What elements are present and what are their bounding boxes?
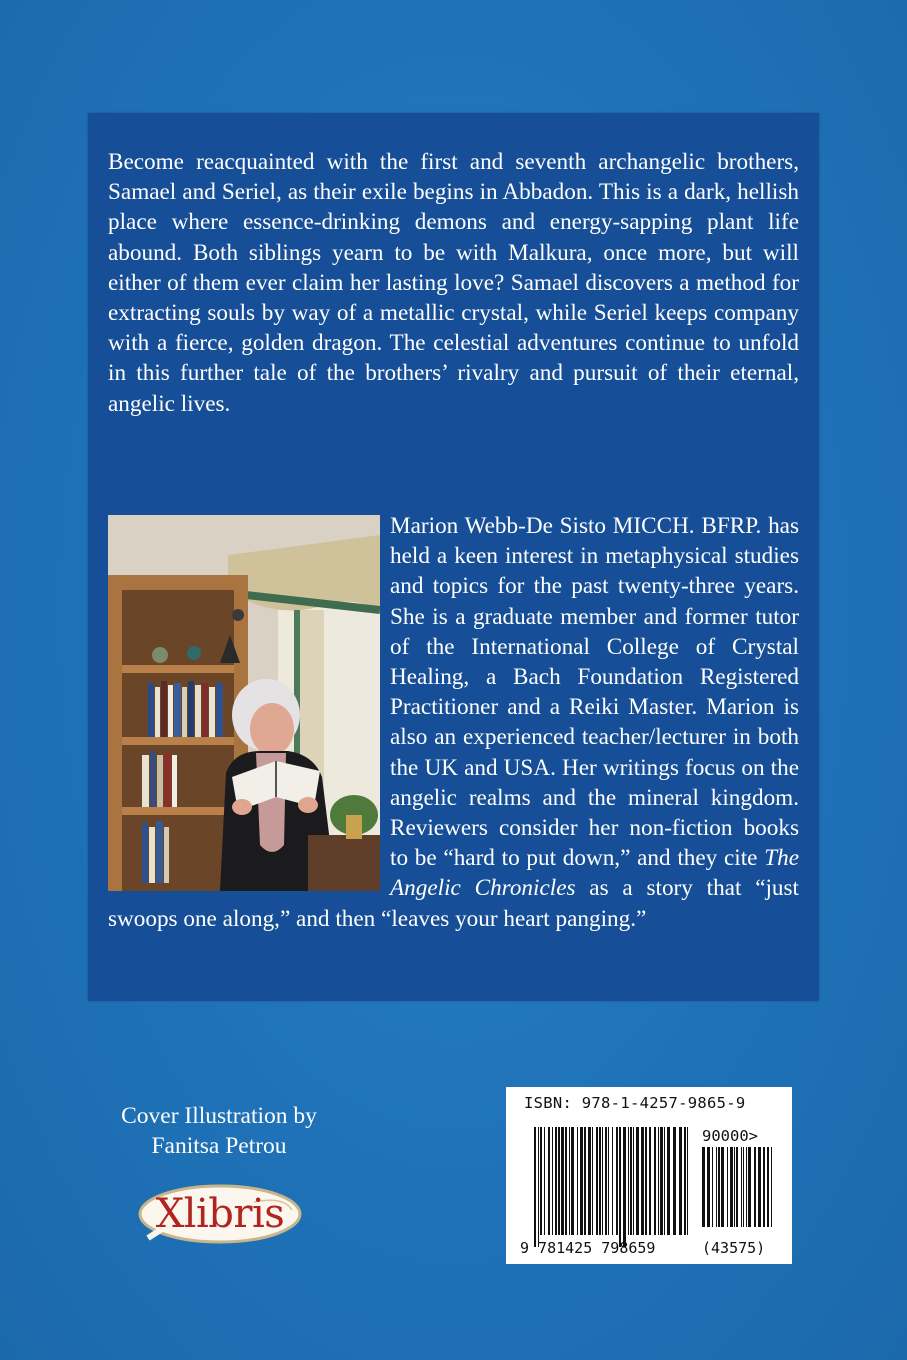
author-bio (108, 511, 799, 934)
barcode-addon-number: (43575) (702, 1239, 766, 1257)
publisher-logo-text: Xlibris (155, 1191, 285, 1237)
cover-credit (100, 1101, 338, 1161)
book-blurb: Become reacquainted with the first and seventh archangelic brothers, Samael and Seriel, as their exile begins in Abbadon. This is a dark, hellish place where essence-drinking demons and energy-sapping plant life abound. Both siblings yearn to be with Malkura, once more, but will either of them ever claim her lasting love? Samael discovers a method for extracting souls by way of a metallic crystal, while Seriel keeps company with a fierce, golden dragon. The celestial adventures continue to unfold in this further tale of the brothers’ rivalry and pursuit of their eternal, angelic lives. (108, 149, 799, 417)
credit-line-1: Cover Illustration by (121, 1103, 317, 1129)
bio-text-after-title: as a story that “just swoops one along,” and then “leaves your heart panging.” (108, 875, 799, 932)
isbn-barcode (506, 1087, 792, 1264)
credit-line-2: Fanitsa Petrou (151, 1133, 287, 1159)
text-panel (88, 113, 819, 1001)
price-code: 90000> (702, 1127, 758, 1145)
isbn-label: ISBN: 978-1-4257-9865-9 (524, 1094, 746, 1112)
barcode-addon-bars (702, 1147, 772, 1239)
barcode-number: 9 781425 798659 (520, 1239, 656, 1257)
publisher-logo (134, 1182, 306, 1248)
book-title-reference: The Angelic Chronicles (390, 845, 799, 902)
barcode-main-bars (534, 1127, 689, 1247)
bio-text-before-title: Marion Webb-De Sisto MICCH. BFRP. has held a keen interest in metaphysical studies and topics for the past twenty-three years. She is a graduate member and former tutor of the International College of Crystal Healing, a Bach Foundation Registered Practitioner and a Reiki Master. Marion is also an experienced teacher/lecturer in both the UK and USA. Her writings focus on the angelic realms and the mineral kingdom. Reviewers consider her non-fiction books to be “hard to put down,” and they cite (390, 513, 799, 872)
